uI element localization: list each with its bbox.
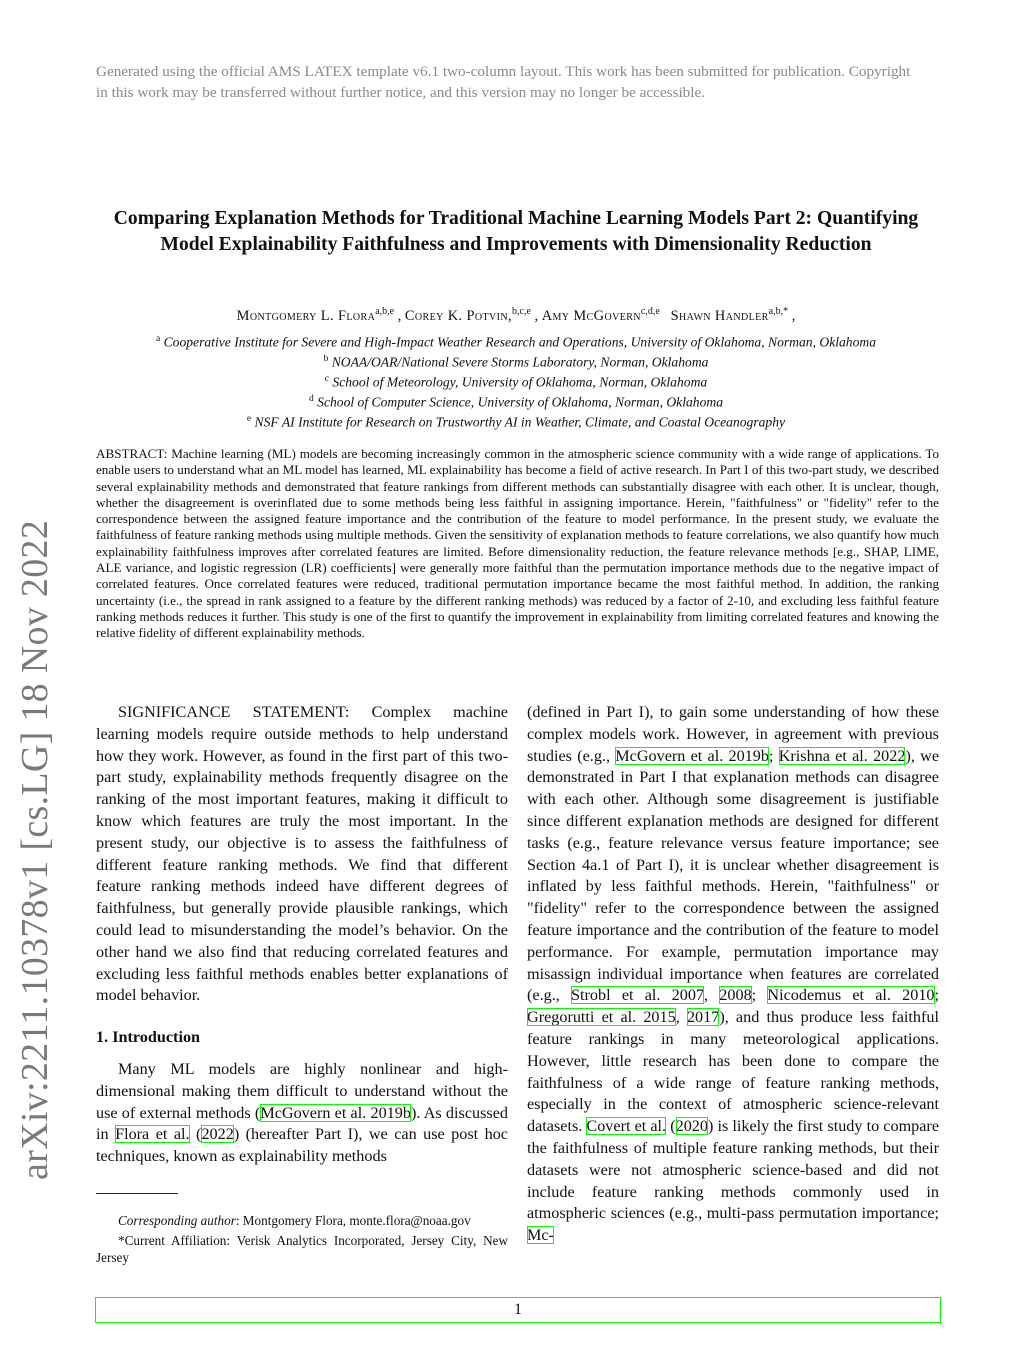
- citation-link[interactable]: Flora et al.: [115, 1125, 190, 1144]
- footnote-rule: [96, 1193, 178, 1194]
- significance-statement: SIGNIFICANCE STATEMENT: Complex machine learning models require outside methods to help understand how they work. However, as found in the first part of this two-part study, explainability methods frequently disagree on the ranking of the most important features, making it difficult to know which features are truly the most important. In the present study, our objective is to assess the faithfulness of different feature ranking methods. We find that different feature ranking methods indeed have different degrees of faithfulness, but generally provide plausible rankings, which could lead to misunderstanding the model’s behavior. On the other hand we also find that reducing correlated features and excluding less faithful methods enables better explanations of model behavior.: [96, 703, 508, 1005]
- intro-paragraph: Many ML models are highly nonlinear and high-dimensional making them difficult to understand without the use of external methods (McGovern et al. 2019b). As discussed in Flora et al. (2022) (hereafter Part I), we can use post hoc techniques, known as explainability methods: [96, 1059, 508, 1166]
- arxiv-identifier: arXiv:2211.10378v1 [cs.LG] 18 Nov 2022: [14, 519, 56, 1180]
- citation-link[interactable]: Mc-: [527, 1226, 554, 1245]
- affiliation: $^e$ NSF AI Institute for Research on Trustworthy AI in Weather, Climate, and Coastal Oceanography: [246, 414, 786, 430]
- citation-link[interactable]: Gregorutti et al. 2015: [527, 1008, 676, 1027]
- affiliation: $^d$ School of Computer Science, University of Oklahoma, Norman, Oklahoma: [308, 394, 724, 410]
- affiliation: $^c$ School of Meteorology, University of Oklahoma, Norman, Oklahoma: [324, 374, 708, 390]
- author-affil-marker: b,c,e: [512, 306, 531, 317]
- template-notice: Generated using the official AMS LATEX template v6.1 two-column layout. This work has been submitted for publication. Copyright in this work may be transferred without further notice, and this version may no longer be accessible.: [96, 63, 911, 101]
- abstract: ABSTRACT: Machine learning (ML) models are becoming increasingly common in the atmospheric science community with a wide range of applications. To enable users to understand what an ML model has learned, ML explainability has become a field of active research. In Part I of this two-part study, we described several explainability methods and demonstrated that feature rankings from different methods can substantially disagree with each other. It is unclear, though, whether the disagreement is overinflated due to some methods being less faithful in assigning importance. Herein, "faithfulness" or "fidelity" refer to the correspondence between the assigned feature importance and the contribution of the feature to model performance. In the present study, we evaluate the faithfulness of feature ranking methods using multiple methods. Given the sensitivity of explanation methods to feature correlations, we also quantify how much explainability faithfulness improves after correlated features are limited. Before dimensionality reduction, the feature relevance methods [e.g., SHAP, LIME, ALE variance, and logistic regression (LR) coefficients] were generally more faithful than the permutation importance methods due to the negative impact of correlated features. Once correlated features were reduced, traditional permutation importance became the most faithful method. In addition, the ranking uncertainty (i.e., the spread in rank assigned to a feature by the different ranking methods) was reduced by a factor of 2-10, and excluding less faithful feature ranking methods reduces it further. This study is one of the first to quantify the improvement in explainability from limiting correlated features and knowing the relative fidelity of different explainability methods.: [96, 446, 939, 641]
- page-number[interactable]: 1: [95, 1297, 941, 1323]
- left-column: [96, 702, 508, 1168]
- right-column: [527, 702, 939, 1247]
- current-affiliation-note: *Current Affiliation: Verisk Analytics Incorporated, Jersey City, New Jersey: [96, 1233, 508, 1266]
- author-name: Montgomery L. Flora: [236, 307, 376, 324]
- corresponding-author-note: Corresponding author: Montgomery Flora, monte.flora@noaa.gov: [118, 1213, 471, 1228]
- author-name: Amy McGovern: [541, 307, 641, 324]
- author-name: Shawn Handler: [670, 307, 769, 324]
- affiliation-list: [96, 331, 936, 431]
- citation-link[interactable]: Krishna et al. 2022: [778, 746, 906, 765]
- author-list: Montgomery L. Flora$^{a,b,e}$ , Corey K. Potvin,$^{b,c,e}$ , Amy McGovern$^{c,d,e}$ Shawn Handler$^{a,b,*}$ ,: [236, 306, 796, 324]
- citation-link[interactable]: 2022: [201, 1125, 234, 1144]
- citation-link[interactable]: Nicodemus et al. 2010: [767, 986, 935, 1005]
- citation-link[interactable]: 2020: [675, 1117, 708, 1136]
- footnotes: [96, 1212, 508, 1270]
- author-affil-marker: a,b,*: [768, 306, 789, 317]
- author-name: Corey K. Potvin,: [404, 307, 513, 324]
- citation-link[interactable]: McGovern et al. 2019b: [260, 1103, 411, 1122]
- affiliation: $^a$ Cooperative Institute for Severe and High-Impact Weather Research and Operations, University of Oklahoma, Norman, Oklahoma: [155, 334, 877, 350]
- citation-link[interactable]: 2017: [686, 1008, 720, 1027]
- affiliation: $^b$ NOAA/OAR/National Severe Storms Laboratory, Norman, Oklahoma: [323, 354, 709, 370]
- intro-paragraph-continued: (defined in Part I), to gain some understanding of how these complex models work. However, in agreement with previous studies (e.g., McGovern et al. 2019b; Krishna et al. 2022), we demonstrated in Part I that explanation methods can disagree with each other. Although some disagreement is justifiable since different explanation methods are designed for different tasks (e.g., feature relevance versus feature importance; see Section 4a.1 of Part I), it is unclear whether disagreement is inflated by less faithful methods. Herein, "faithfulness" or "fidelity" refer to the correspondence between the assigned feature importance and the contribution of the feature to model performance. For example, permutation importance may misassign individual importance when features are correlated (e.g., Strobl et al. 2007, 2008; Nicodemus et al. 2010; Gregorutti et al. 2015, 2017), and thus produce less faithful feature rankings in many meteorological applications. However, little research has been done to compare the faithfulness of a wide range of feature ranking methods, especially in the context of atmospheric science-relevant datasets. Covert et al. (2020) is likely the first study to compare the faithfulness of multiple feature ranking methods, but their datasets were not atmospheric science-based and did not include feature ranking methods commonly used in atmospheric sciences (e.g., multi-pass permutation importance; Mc-: [527, 703, 940, 1245]
- section-heading: 1. Introduction: [96, 1028, 201, 1047]
- paper-title: Comparing Explanation Methods for Traditional Machine Learning Models Part 2: Quantifying Model Explainability Faithfulness and Improvements with Dimensionality Reduction: [113, 208, 919, 255]
- author-affil-marker: a,b,e: [375, 306, 395, 317]
- citation-link[interactable]: McGovern et al. 2019b: [615, 746, 769, 765]
- citation-link[interactable]: 2008: [719, 986, 752, 1005]
- citation-link[interactable]: Covert et al.: [586, 1117, 667, 1136]
- citation-link[interactable]: Strobl et al. 2007: [571, 986, 705, 1005]
- author-affil-marker: c,d,e: [640, 306, 660, 317]
